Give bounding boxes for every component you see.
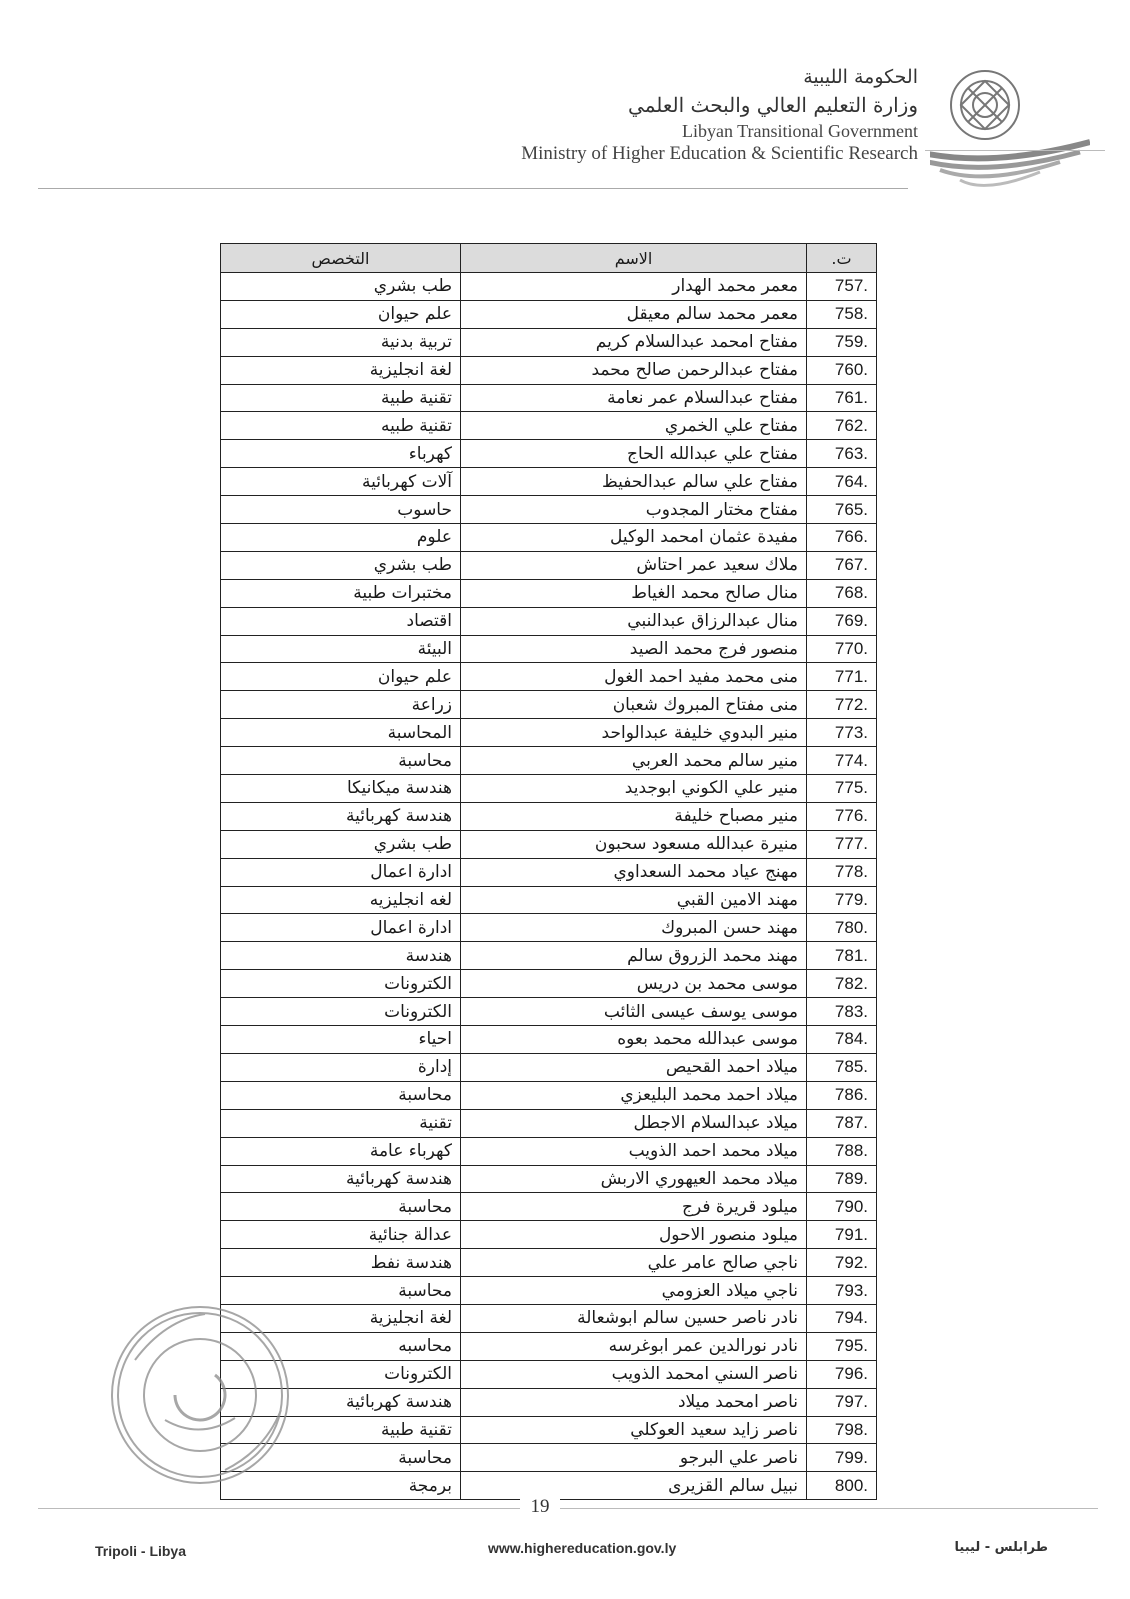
row-number: 788. xyxy=(807,1137,877,1165)
row-name: ميلود قريرة فرج xyxy=(461,1193,807,1221)
row-name: نادر ناصر حسين سالم ابوشعالة xyxy=(461,1304,807,1332)
row-specialization: محاسبة xyxy=(221,1193,461,1221)
table-row xyxy=(221,1416,877,1444)
row-name: ناجي ميلاد العزومي xyxy=(461,1277,807,1305)
table-row xyxy=(221,524,877,552)
row-number: 780. xyxy=(807,914,877,942)
row-specialization: علوم xyxy=(221,524,461,552)
table-row xyxy=(221,551,877,579)
row-specialization: محاسبة xyxy=(221,1444,461,1472)
row-number: 758. xyxy=(807,300,877,328)
table-row xyxy=(221,802,877,830)
table-row xyxy=(221,886,877,914)
table-row xyxy=(221,691,877,719)
row-specialization: طب بشري xyxy=(221,551,461,579)
row-specialization: محاسبة xyxy=(221,1081,461,1109)
row-number: 793. xyxy=(807,1277,877,1305)
row-name: منال صالح محمد الغياط xyxy=(461,579,807,607)
row-specialization: كهرباء عامة xyxy=(221,1137,461,1165)
row-number: 767. xyxy=(807,551,877,579)
row-name: مهند محمد الزروق سالم xyxy=(461,942,807,970)
row-specialization: البيئة xyxy=(221,635,461,663)
row-specialization: عدالة جنائية xyxy=(221,1221,461,1249)
row-name: منى محمد مفيد احمد الغول xyxy=(461,663,807,691)
row-name: ناصر زايد سعيد العوكلي xyxy=(461,1416,807,1444)
row-number: 786. xyxy=(807,1081,877,1109)
row-specialization: اقتصاد xyxy=(221,607,461,635)
table-row xyxy=(221,830,877,858)
row-name: منى مفتاح المبروك شعبان xyxy=(461,691,807,719)
table-row xyxy=(221,775,877,803)
row-number: 800. xyxy=(807,1472,877,1500)
row-number: 791. xyxy=(807,1221,877,1249)
row-number: 764. xyxy=(807,468,877,496)
table-row xyxy=(221,1304,877,1332)
row-number: 771. xyxy=(807,663,877,691)
row-specialization: هندسة كهربائية xyxy=(221,802,461,830)
row-number: 766. xyxy=(807,524,877,552)
ministry-name-ar: وزارة التعليم العالي والبحث العلمي xyxy=(628,93,918,117)
row-name: نادر نورالدين عمر ابوغرسه xyxy=(461,1332,807,1360)
row-name: مفتاح عبدالسلام عمر نعامة xyxy=(461,384,807,412)
row-number: 782. xyxy=(807,970,877,998)
table-row xyxy=(221,914,877,942)
table-row xyxy=(221,719,877,747)
row-name: مفيدة عثمان امحمد الوكيل xyxy=(461,524,807,552)
row-specialization: علم حيوان xyxy=(221,663,461,691)
row-specialization: ادارة اعمال xyxy=(221,858,461,886)
table-row xyxy=(221,663,877,691)
table-row xyxy=(221,1026,877,1054)
table-row xyxy=(221,1221,877,1249)
table-row xyxy=(221,998,877,1026)
letterhead xyxy=(0,0,1130,200)
row-specialization: هندسة كهربائية xyxy=(221,1388,461,1416)
row-number: 795. xyxy=(807,1332,877,1360)
row-name: معمر محمد الهدار xyxy=(461,273,807,301)
row-number: 761. xyxy=(807,384,877,412)
table-row xyxy=(221,1081,877,1109)
ministry-emblem-icon xyxy=(930,60,1090,210)
row-number: 775. xyxy=(807,775,877,803)
table-row xyxy=(221,635,877,663)
header-divider-right xyxy=(925,150,1105,151)
row-name: ملاك سعيد عمر احتاش xyxy=(461,551,807,579)
row-specialization: تقنية طبية xyxy=(221,384,461,412)
row-specialization: هندسة نفط xyxy=(221,1249,461,1277)
row-specialization: لغة انجليزية xyxy=(221,356,461,384)
row-specialization: آلات كهربائية xyxy=(221,468,461,496)
row-specialization: زراعة xyxy=(221,691,461,719)
row-number: 797. xyxy=(807,1388,877,1416)
row-name: ناجي صالح عامر علي xyxy=(461,1249,807,1277)
row-number: 760. xyxy=(807,356,877,384)
table-row xyxy=(221,496,877,524)
row-name: ناصر امحمد ميلاد xyxy=(461,1388,807,1416)
table-row xyxy=(221,1137,877,1165)
row-name: نبيل سالم القزيرى xyxy=(461,1472,807,1500)
row-name: منير البدوي خليفة عبدالواحد xyxy=(461,719,807,747)
row-specialization: محاسبه xyxy=(221,1332,461,1360)
row-specialization: الكترونات xyxy=(221,1360,461,1388)
row-specialization: برمجة xyxy=(221,1472,461,1500)
row-name: مفتاح عبدالرحمن صالح محمد xyxy=(461,356,807,384)
column-header-name: الاسم xyxy=(461,244,807,273)
row-number: 784. xyxy=(807,1026,877,1054)
row-name: منصور فرج محمد الصيد xyxy=(461,635,807,663)
table-row xyxy=(221,300,877,328)
row-specialization: محاسبة xyxy=(221,747,461,775)
row-name: مفتاح علي سالم عبدالحفيظ xyxy=(461,468,807,496)
row-specialization: علم حيوان xyxy=(221,300,461,328)
government-name-en: Libyan Transitional Government xyxy=(682,121,918,141)
table-row xyxy=(221,607,877,635)
row-number: 773. xyxy=(807,719,877,747)
row-name: موسى يوسف عيسى الثائب xyxy=(461,998,807,1026)
row-specialization: ادارة اعمال xyxy=(221,914,461,942)
row-name: منير علي الكوني ابوجديد xyxy=(461,775,807,803)
row-specialization: تقنية طبيه xyxy=(221,412,461,440)
row-specialization: هندسة xyxy=(221,942,461,970)
row-number: 777. xyxy=(807,830,877,858)
row-name: معمر محمد سالم معيقل xyxy=(461,300,807,328)
row-number: 787. xyxy=(807,1109,877,1137)
row-number: 768. xyxy=(807,579,877,607)
row-specialization: إدارة xyxy=(221,1053,461,1081)
header-divider xyxy=(38,188,908,189)
row-specialization: كهرباء xyxy=(221,440,461,468)
row-number: 763. xyxy=(807,440,877,468)
footer-city-ar: طرابلس - ليبيا xyxy=(954,1540,1048,1555)
row-number: 778. xyxy=(807,858,877,886)
page-number: 19 xyxy=(520,1496,560,1518)
row-specialization: احياء xyxy=(221,1026,461,1054)
row-name: ميلاد محمد العيهوري الاربش xyxy=(461,1165,807,1193)
table-row xyxy=(221,412,877,440)
table-row xyxy=(221,1053,877,1081)
row-name: منال عبدالرزاق عبدالنبي xyxy=(461,607,807,635)
footer-divider xyxy=(38,1508,1098,1509)
row-name: موسى عبدالله محمد بعوه xyxy=(461,1026,807,1054)
row-name: مفتاح مختار المجدوب xyxy=(461,496,807,524)
row-number: 762. xyxy=(807,412,877,440)
row-specialization: طب بشري xyxy=(221,273,461,301)
row-specialization: لغة انجليزية xyxy=(221,1304,461,1332)
row-name: منير سالم محمد العربي xyxy=(461,747,807,775)
row-number: 772. xyxy=(807,691,877,719)
row-specialization: الكترونات xyxy=(221,970,461,998)
table-row xyxy=(221,747,877,775)
row-number: 783. xyxy=(807,998,877,1026)
row-name: ناصر السني امحمد الذويب xyxy=(461,1360,807,1388)
table-row xyxy=(221,1444,877,1472)
row-number: 765. xyxy=(807,496,877,524)
table-row xyxy=(221,1360,877,1388)
row-number: 796. xyxy=(807,1360,877,1388)
table-row xyxy=(221,579,877,607)
row-name: مفتاح علي عبدالله الحاج xyxy=(461,440,807,468)
table-row xyxy=(221,970,877,998)
row-specialization: طب بشري xyxy=(221,830,461,858)
row-name: مهند حسن المبروك xyxy=(461,914,807,942)
table-row xyxy=(221,273,877,301)
official-stamp-icon xyxy=(105,1300,295,1490)
table-row xyxy=(221,858,877,886)
row-number: 781. xyxy=(807,942,877,970)
footer-city-en: Tripoli - Libya xyxy=(95,1543,187,1559)
table-row xyxy=(221,384,877,412)
row-name: ميلاد عبدالسلام الاجطل xyxy=(461,1109,807,1137)
row-name: مفتاح علي الخمري xyxy=(461,412,807,440)
row-name: ميلاد احمد محمد البليعزي xyxy=(461,1081,807,1109)
row-number: 790. xyxy=(807,1193,877,1221)
row-number: 774. xyxy=(807,747,877,775)
row-number: 798. xyxy=(807,1416,877,1444)
row-specialization: حاسوب xyxy=(221,496,461,524)
table-row xyxy=(221,1109,877,1137)
row-specialization: الكترونات xyxy=(221,998,461,1026)
row-number: 785. xyxy=(807,1053,877,1081)
table-row xyxy=(221,1388,877,1416)
column-header-number: ت. xyxy=(807,244,877,273)
row-specialization: هندسة كهربائية xyxy=(221,1165,461,1193)
table-row xyxy=(221,1332,877,1360)
row-name: منير مصباح خليفة xyxy=(461,802,807,830)
row-name: ميلاد محمد احمد الذويب xyxy=(461,1137,807,1165)
row-number: 770. xyxy=(807,635,877,663)
names-table xyxy=(220,243,877,1500)
row-name: مفتاح امحمد عبدالسلام كريم xyxy=(461,328,807,356)
row-specialization: تقنية طبية xyxy=(221,1416,461,1444)
table-header-row xyxy=(221,244,877,273)
row-name: موسى محمد بن دريس xyxy=(461,970,807,998)
row-specialization: محاسبة xyxy=(221,1277,461,1305)
row-number: 792. xyxy=(807,1249,877,1277)
row-number: 794. xyxy=(807,1304,877,1332)
row-number: 776. xyxy=(807,802,877,830)
row-name: ميلود منصور الاحول xyxy=(461,1221,807,1249)
row-name: مهند الامين القبي xyxy=(461,886,807,914)
row-number: 757. xyxy=(807,273,877,301)
row-number: 799. xyxy=(807,1444,877,1472)
table-row xyxy=(221,328,877,356)
row-specialization: هندسة ميكانيكا xyxy=(221,775,461,803)
row-specialization: تربية بدنية xyxy=(221,328,461,356)
row-number: 759. xyxy=(807,328,877,356)
row-specialization: مختبرات طبية xyxy=(221,579,461,607)
row-number: 779. xyxy=(807,886,877,914)
table-row xyxy=(221,1193,877,1221)
government-name-ar: الحكومة الليبية xyxy=(803,66,918,88)
row-name: مهنج عياد محمد السعداوي xyxy=(461,858,807,886)
row-specialization: لغه انجليزيه xyxy=(221,886,461,914)
table-row xyxy=(221,1165,877,1193)
letterhead-text xyxy=(521,64,918,166)
table-row xyxy=(221,1277,877,1305)
table-row xyxy=(221,1249,877,1277)
table-row xyxy=(221,942,877,970)
row-name: ميلاد احمد القحيص xyxy=(461,1053,807,1081)
row-specialization: المحاسبة xyxy=(221,719,461,747)
ministry-name-en: Ministry of Higher Education & Scientific Research xyxy=(521,143,918,164)
table-row xyxy=(221,356,877,384)
row-name: منيرة عبدالله مسعود سحبون xyxy=(461,830,807,858)
row-number: 789. xyxy=(807,1165,877,1193)
table-row xyxy=(221,440,877,468)
footer-website-link[interactable]: www.highereducation.gov.ly xyxy=(488,1540,677,1556)
row-specialization: تقنية xyxy=(221,1109,461,1137)
row-name: ناصر علي البرجو xyxy=(461,1444,807,1472)
table-row xyxy=(221,468,877,496)
row-number: 769. xyxy=(807,607,877,635)
column-header-specialization: التخصص xyxy=(221,244,461,273)
